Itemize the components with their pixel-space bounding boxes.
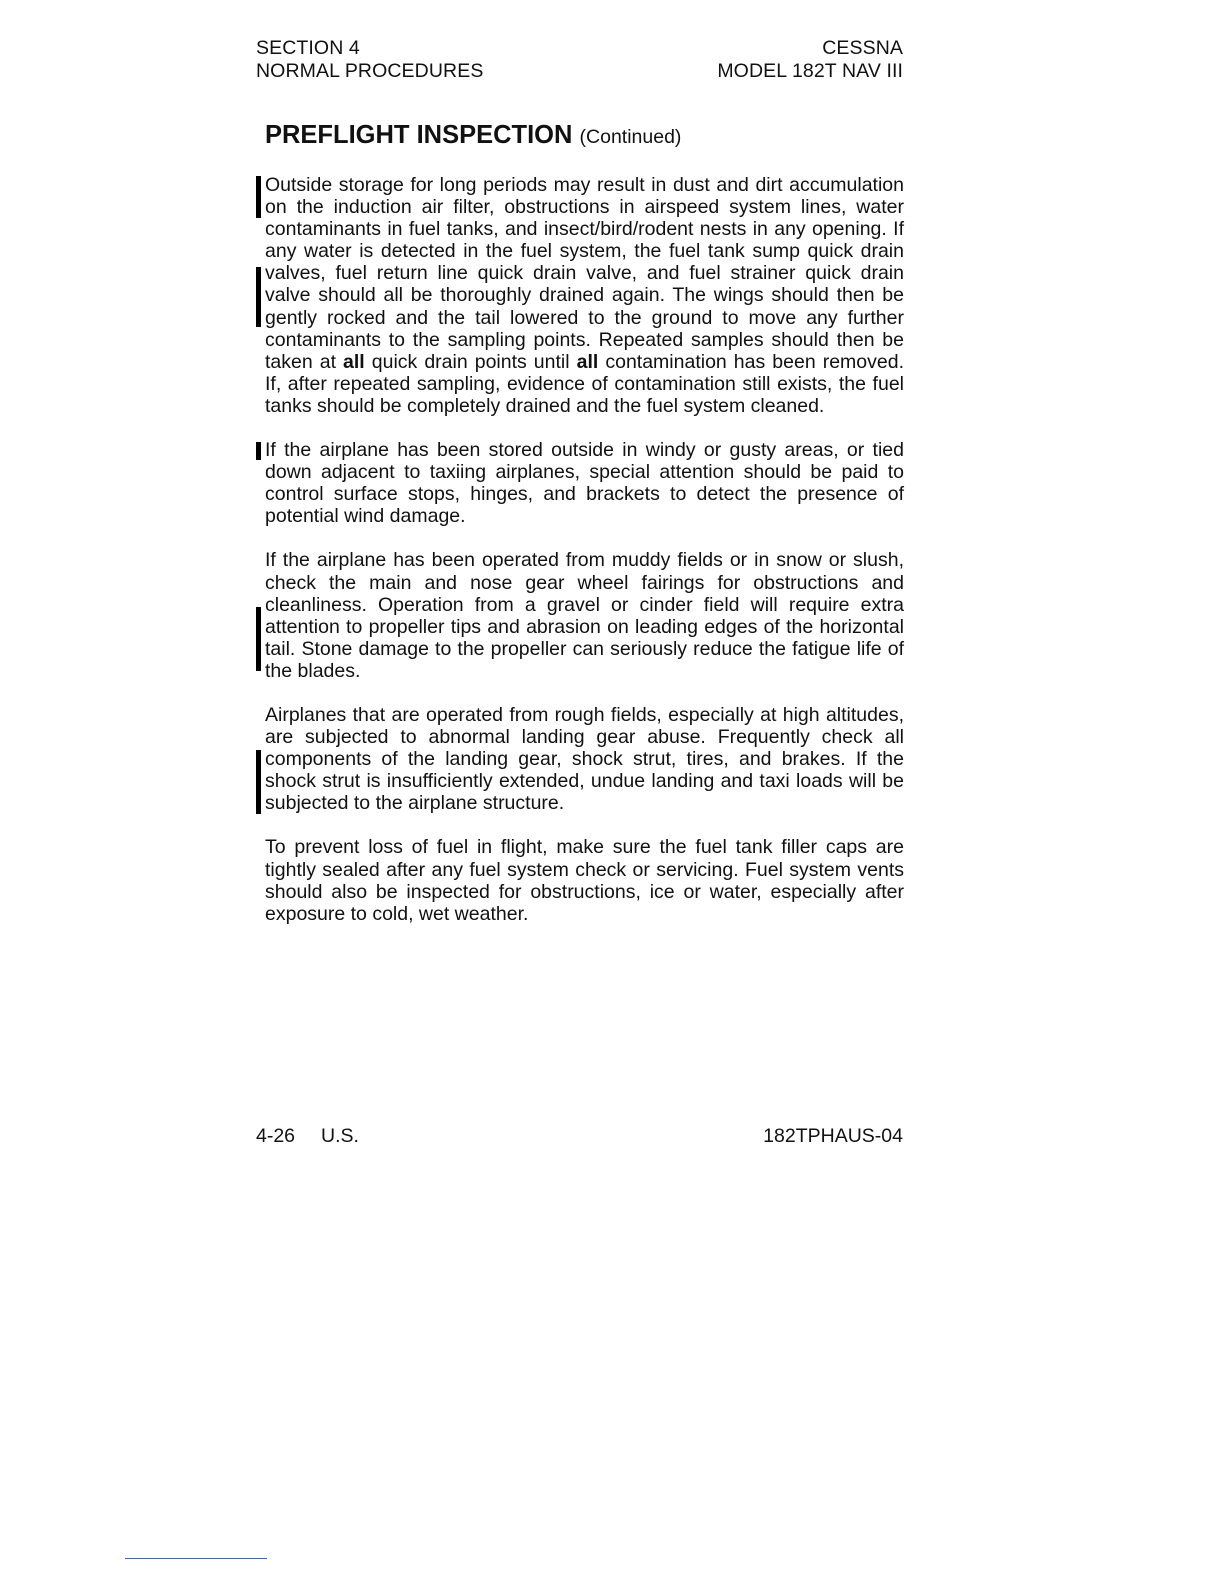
paragraph-fuel-caps (265, 836, 904, 924)
paragraph-rough-fields (265, 704, 904, 814)
paragraph-text: contamination has been removed. If, after repeated sampling, evidence of contamination still exists, the fuel tanks should be completely drained and the fuel system cleaned. (265, 350, 904, 417)
paragraph-outside-storage (265, 174, 904, 417)
revision-bar (256, 607, 261, 671)
page-title (265, 119, 681, 153)
paragraph-text: Outside storage for long periods may result in dust and dirt accumulation on the induction air filter, obstructions in airspeed system lines, water contaminants in fuel tanks, and insect/bird/rodent nests in any opening. If any water is detected in the fuel system, the fuel tank sump quick drain valves, fuel return line quick drain valve, and fuel strainer quick drain valve should all be thoroughly drained again. The wings should then be gently rocked and the tail lowered to the ground to move any further contaminants to the sampling points. Repeated samples should then be taken at (265, 174, 904, 373)
section-number: SECTION 4 (256, 37, 360, 59)
emphasis-text: all (576, 350, 599, 373)
link-underline (125, 1558, 267, 1559)
page-header-right (600, 37, 903, 83)
section-title: NORMAL PROCEDURES (256, 60, 484, 82)
title-text: PREFLIGHT INSPECTION (265, 121, 573, 149)
page-header-left (256, 37, 483, 83)
revision-bar (256, 750, 261, 814)
page-number: 4-26 (256, 1125, 296, 1147)
page-footer-left (256, 1124, 359, 1148)
document-body (265, 174, 904, 947)
paragraph-wind-damage (265, 439, 904, 527)
emphasis-text: all (343, 350, 365, 373)
title-suffix: (Continued) (579, 126, 682, 148)
manufacturer-name: CESSNA (822, 37, 903, 59)
model-name: MODEL 182T NAV III (717, 60, 903, 82)
paragraph-text: If the airplane has been stored outside in windy or gusty areas, or tied down adjacent to taxiing airplanes, special attention should be paid to control surface stops, hinges, and brackets to detect the presence of potential wind damage. (265, 439, 904, 528)
document-code: 182TPHAUS-04 (763, 1125, 903, 1147)
revision-bar (256, 267, 261, 327)
paragraph-text: To prevent loss of fuel in flight, make sure the fuel tank filler caps are tightly sealed after any fuel system check or servicing. Fuel system vents should also be inspected for obstructions, ice or water, especially after exposure to cold, wet weather. (265, 836, 904, 925)
paragraph-muddy-fields (265, 549, 904, 682)
region-code: U.S. (321, 1125, 359, 1147)
paragraph-text: Airplanes that are operated from rough fields, especially at high altitudes, are subjected to abnormal landing gear abuse. Frequently check all components of the landing gear, shock strut, tires, and brakes. If the shock strut is insufficiently extended, undue landing and taxi loads will be subjected to the airplane structure. (265, 703, 904, 815)
revision-bar (256, 442, 261, 460)
revision-bar (256, 176, 261, 218)
paragraph-text: quick drain points until (364, 350, 577, 373)
paragraph-text: If the airplane has been operated from muddy fields or in snow or slush, check the main and nose gear wheel fairings for obstructions and cleanliness. Operation from a gravel or cinder field will require extra attention to propeller tips and abrasion on leading edges of the horizontal tail. Stone damage to the propeller can seriously reduce the fatigue life of the blades. (265, 549, 904, 682)
